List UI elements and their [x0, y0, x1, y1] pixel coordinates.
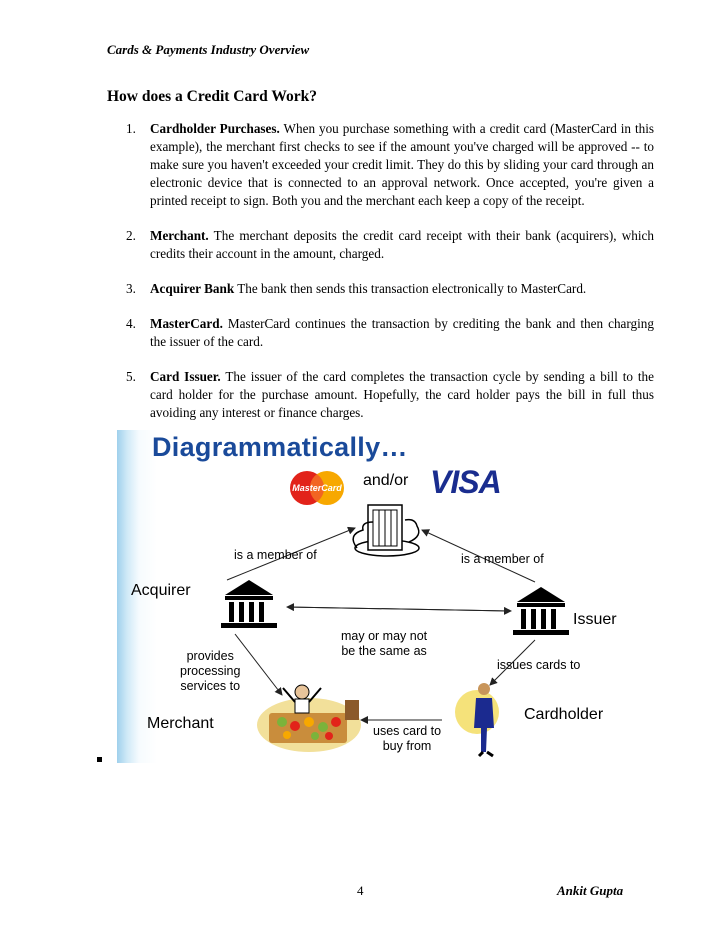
step-number: 4.: [126, 316, 136, 331]
issuer-bank-icon: [513, 587, 569, 635]
step-term: MasterCard.: [150, 316, 223, 331]
step-number: 1.: [126, 121, 136, 136]
card-network-building-icon: [353, 505, 419, 556]
issuer-label: Issuer: [573, 611, 617, 628]
page-number: 4: [357, 883, 364, 898]
step-item: [126, 120, 654, 210]
merchant-label: Merchant: [147, 715, 214, 732]
merchant-market-icon: [257, 685, 361, 752]
step-number: 3.: [126, 281, 136, 296]
step-term: Cardholder Purchases.: [150, 121, 280, 136]
visa-logo-text: VISA: [430, 464, 501, 500]
acquirer-member-label: is a member of: [234, 548, 317, 562]
step-text: MasterCard continues the transaction by crediting the bank and then charging the issuer of the card.: [150, 316, 654, 349]
issues-cards-label: issues cards to: [497, 658, 581, 672]
step-term: Acquirer Bank: [150, 281, 235, 296]
step-text: The issuer of the card completes the transaction cycle by sending a bill to the card holder for the purchase amount. Hopefully, the card holder pays the bill in full thus avoiding any interest or finance charges.: [150, 369, 655, 420]
acquirer-label: Acquirer: [131, 582, 191, 599]
may-or-may-not-label: may or may not be the same as: [341, 629, 428, 658]
section-title: How does a Credit Card Work?: [107, 88, 317, 105]
acquirer-bank-icon: [221, 580, 277, 628]
cardholder-label: Cardholder: [524, 706, 604, 723]
cardholder-person-icon: [455, 683, 499, 756]
step-text: The bank then sends this transaction electronically to MasterCard.: [234, 281, 587, 296]
and-or-label: and/or: [363, 472, 409, 489]
steps-list: [126, 120, 654, 439]
step-text: The merchant deposits the credit card receipt with their bank (acquirers), which credits their account in the amount, charged.: [150, 228, 654, 261]
diagram-title: Diagrammatically…: [152, 432, 408, 462]
uses-card-label: uses card to buy from: [373, 724, 442, 753]
step-number: 2.: [126, 228, 136, 243]
step-term: Merchant.: [150, 228, 209, 243]
step-number: 5.: [126, 369, 136, 384]
issuer-member-label: is a member of: [461, 552, 544, 566]
bullet-marker: [97, 757, 102, 762]
payment-flow-diagram: [117, 430, 654, 763]
step-item: [126, 368, 654, 422]
step-item: [126, 280, 654, 298]
step-item: [126, 315, 654, 351]
provides-services-label: provides processing services to: [180, 649, 241, 693]
step-text: When you purchase something with a credit card (MasterCard in this example), the merchant first checks to see if the amount you've charged will be approved -- to make sure you haven't exceeded your credit limit. They do this by sliding your card through an electronic device that is connected to an approval network. Once accepted, you're given a printed receipt to sign. Both you and the merchant each keep a copy of the receipt.: [150, 121, 654, 208]
mastercard-logo-text: MasterCard: [292, 483, 342, 493]
footer-author: Ankit Gupta: [557, 883, 624, 898]
step-item: [126, 227, 654, 263]
step-term: Card Issuer.: [150, 369, 221, 384]
header-title: Cards & Payments Industry Overview: [107, 42, 310, 57]
